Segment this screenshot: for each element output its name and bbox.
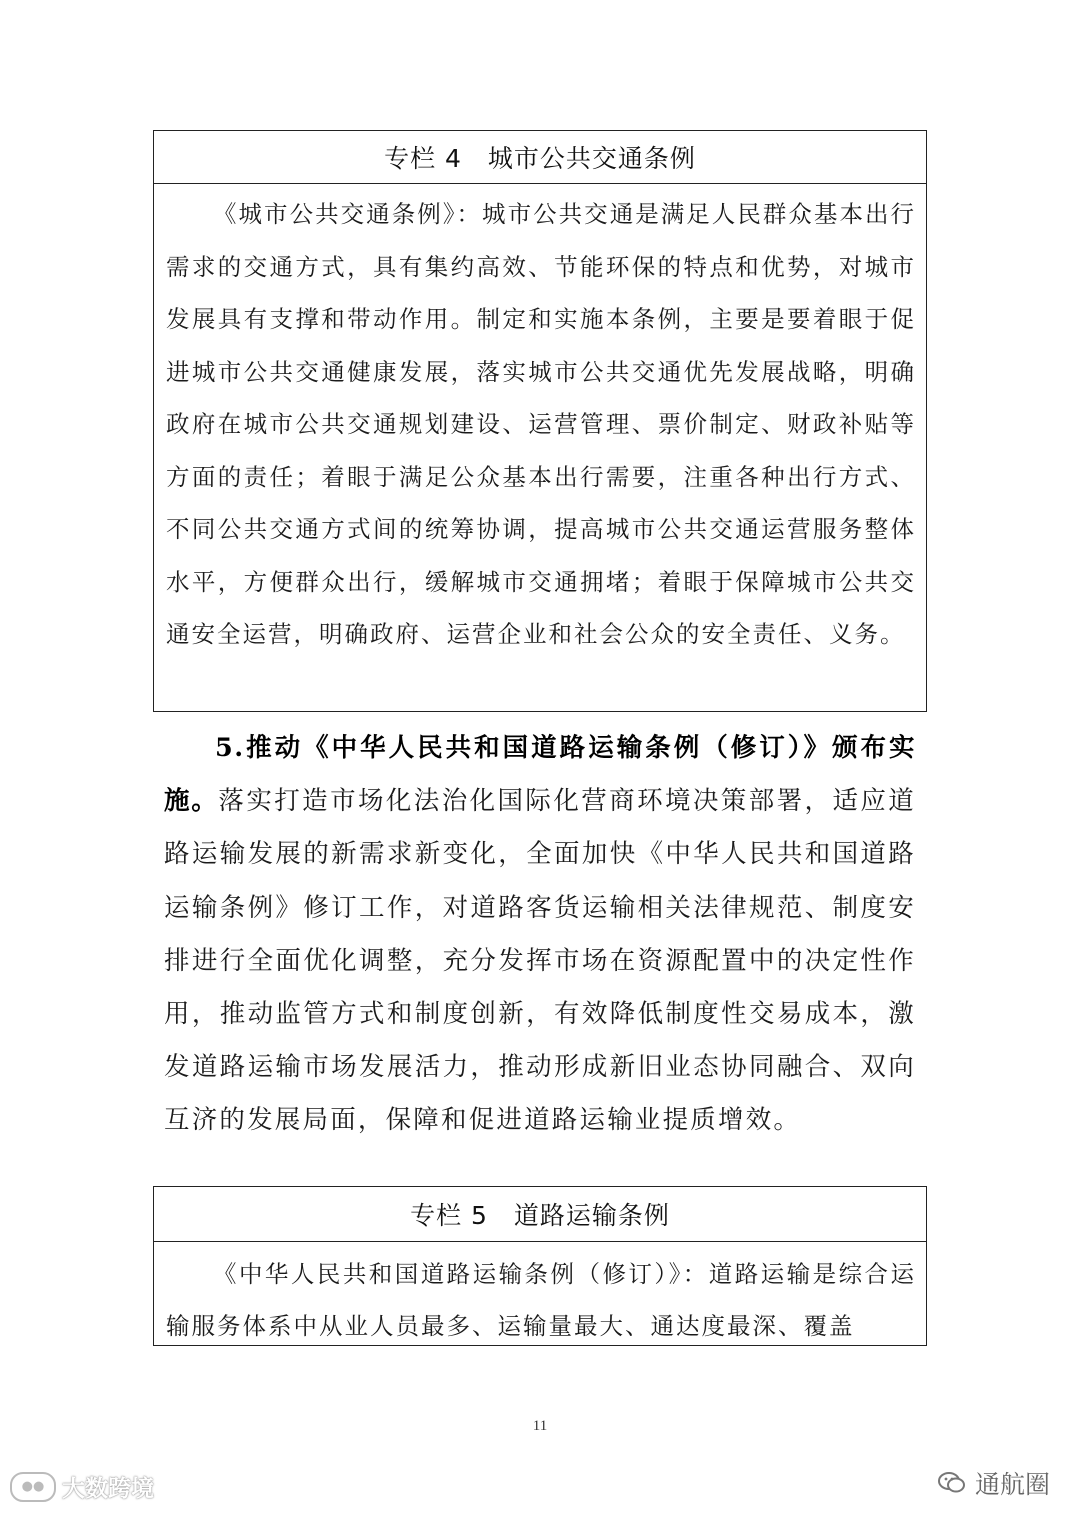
column-box-4-label: 专栏 4: [384, 144, 462, 173]
section-5-paragraph: [164, 722, 916, 1148]
section-5-body: 落实打造市场化法治化国际化营商环境决策部署，适应道路运输发展的新需求新变化，全面加快《中华人民共和国道路运输条例》修订工作，对道路客货运输相关法律规范、制度安排进行全面优化调整，充分发挥市场在资源配置中的决定性作用，推动监管方式和制度创新，有效降低制度性交易成本，激发道路运输市场发展活力，推动形成新旧业态协同融合、双向互济的发展局面，保障和促进道路运输业提质增效。: [164, 786, 916, 1136]
column-box-4-body: 《城市公共交通条例》：城市公共交通是满足人民群众基本出行需求的交通方式，具有集约高效、节能环保的特点和优势，对城市发展具有支撑和带动作用。制定和实施本条例，主要是要着眼于促进城市公共交通健康发展，落实城市公共交通优先发展战略，明确政府在城市公共交通规划建设、运营管理、票价制定、财政补贴等方面的责任；着眼于满足公众基本出行需要，注重各种出行方式、不同公共交通方式间的统筹协调，提高城市公共交通运营服务整体水平，方便群众出行，缓解城市交通拥堵；着眼于保障城市公共交通安全运营，明确政府、运营企业和社会公众的安全责任、义务。: [166, 200, 916, 648]
watermark-right: [937, 1465, 1050, 1501]
column-box-5-heading: 道路运输条例: [513, 1201, 670, 1230]
wechat-icon: [937, 1470, 967, 1496]
column-box-5-body: 《中华人民共和国道路运输条例（修订）》：道路运输是综合运输服务体系中从业人员最多、运输量最大、通达度最深、覆盖: [166, 1260, 916, 1340]
column-box-5-title: [154, 1187, 926, 1242]
column-box-4-heading: 城市公共交通条例: [487, 144, 696, 173]
watermark-right-text: 通航圈: [974, 1470, 1050, 1499]
column-box-5: [153, 1186, 927, 1346]
column-box-4: [153, 130, 927, 712]
column-box-4-title: [154, 131, 926, 184]
watermark-left: [10, 1470, 154, 1503]
watermark-left-text: 大数跨境: [62, 1476, 154, 1502]
section-5-heading: 5.推动《中华人民共和国道路运输条例（修订）》颁布实施。: [164, 733, 916, 817]
column-box-5-label: 专栏 5: [410, 1201, 488, 1230]
page-number: 11: [532, 1418, 548, 1434]
watermark-logo-icon: ●●: [10, 1472, 56, 1502]
